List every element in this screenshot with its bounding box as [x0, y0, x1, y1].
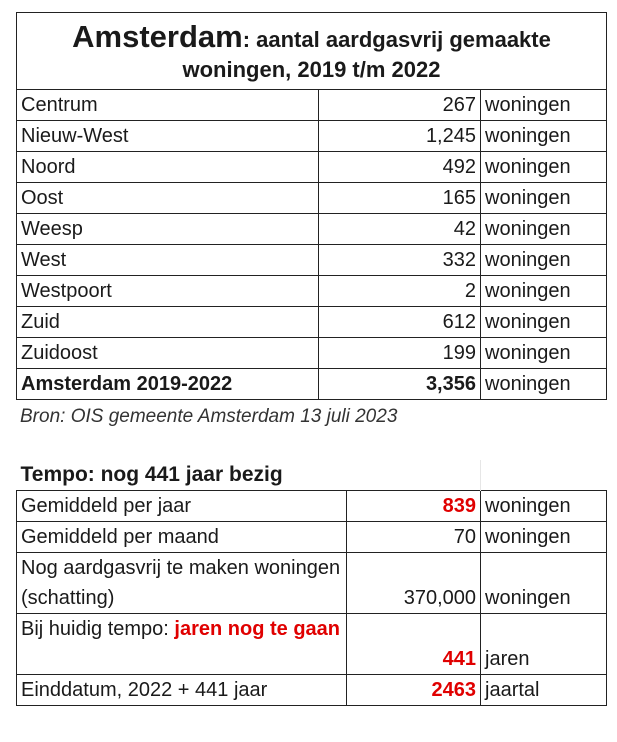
district-value: 2 — [319, 276, 481, 307]
table-row — [17, 245, 607, 276]
district-name: Centrum — [17, 90, 319, 121]
district-name: Oost — [17, 183, 319, 214]
table-row — [17, 121, 607, 152]
district-name: Noord — [17, 152, 319, 183]
table-row — [17, 183, 607, 214]
tempo-header: Tempo: nog 441 jaar bezig — [20, 463, 283, 486]
title-line2: woningen, 2019 t/m 2022 — [182, 57, 441, 83]
tempo-section — [16, 460, 606, 706]
total-name: Amsterdam 2019-2022 — [17, 369, 319, 400]
district-unit: woningen — [481, 214, 607, 245]
district-value: 332 — [319, 245, 481, 276]
per-month-value: 70 — [347, 522, 481, 553]
table-row — [17, 307, 607, 338]
title-city: Amsterdam — [72, 18, 243, 54]
district-value: 267 — [319, 90, 481, 121]
per-year-value: 839 — [347, 491, 481, 522]
district-name: Nieuw-West — [17, 121, 319, 152]
district-unit: woningen — [481, 90, 607, 121]
per-year-label: Gemiddeld per jaar — [17, 491, 347, 522]
table-row — [17, 90, 607, 121]
table-row — [17, 276, 607, 307]
title-row — [17, 13, 607, 90]
tempo-header-row — [17, 460, 607, 491]
district-value: 165 — [319, 183, 481, 214]
remaining-label: Nog aardgasvrij te maken woningen (schatting) — [17, 553, 347, 614]
end-date-value: 2463 — [347, 675, 481, 706]
spreadsheet — [16, 12, 606, 706]
title-cell — [17, 13, 607, 90]
district-value: 1,245 — [319, 121, 481, 152]
tempo-table — [16, 460, 607, 706]
end-date-unit: jaartal — [481, 675, 607, 706]
years-left-value: 441 — [347, 614, 481, 675]
district-value: 492 — [319, 152, 481, 183]
per-month-label: Gemiddeld per maand — [17, 522, 347, 553]
district-name: Zuidoost — [17, 338, 319, 369]
district-unit: woningen — [481, 276, 607, 307]
total-row — [17, 369, 607, 400]
district-name: Westpoort — [17, 276, 319, 307]
district-unit: woningen — [481, 152, 607, 183]
table-row — [17, 338, 607, 369]
table-row — [17, 491, 607, 522]
years-left-label — [17, 614, 347, 675]
district-value: 42 — [319, 214, 481, 245]
table-row — [17, 675, 607, 706]
years-left-label-red: jaren nog te gaan — [174, 618, 341, 640]
district-unit: woningen — [481, 338, 607, 369]
remaining-unit: woningen — [481, 553, 607, 614]
district-unit: woningen — [481, 121, 607, 152]
table-row — [17, 214, 607, 245]
table-row — [17, 553, 607, 614]
district-table — [16, 12, 607, 400]
district-unit: woningen — [481, 245, 607, 276]
district-unit: woningen — [481, 307, 607, 338]
source-note: Bron: OIS gemeente Amsterdam 13 juli 2023 — [20, 406, 398, 427]
header-gap — [481, 460, 607, 491]
per-year-unit: woningen — [481, 491, 607, 522]
remaining-value: 370,000 — [347, 553, 481, 614]
total-value: 3,356 — [319, 369, 481, 400]
title-rest: : aantal aardgasvrij gemaakte — [242, 26, 551, 52]
table-row — [17, 522, 607, 553]
per-month-unit: woningen — [481, 522, 607, 553]
end-date-label: Einddatum, 2022 + 441 jaar — [17, 675, 347, 706]
district-value: 612 — [319, 307, 481, 338]
table-row — [17, 152, 607, 183]
district-name: Zuid — [17, 307, 319, 338]
district-name: Weesp — [17, 214, 319, 245]
district-unit: woningen — [481, 183, 607, 214]
years-left-label-plain: Bij huidig tempo: — [21, 618, 175, 640]
total-unit: woningen — [481, 369, 607, 400]
table-row — [17, 614, 607, 675]
years-left-unit: jaren — [481, 614, 607, 675]
district-name: West — [17, 245, 319, 276]
district-value: 199 — [319, 338, 481, 369]
